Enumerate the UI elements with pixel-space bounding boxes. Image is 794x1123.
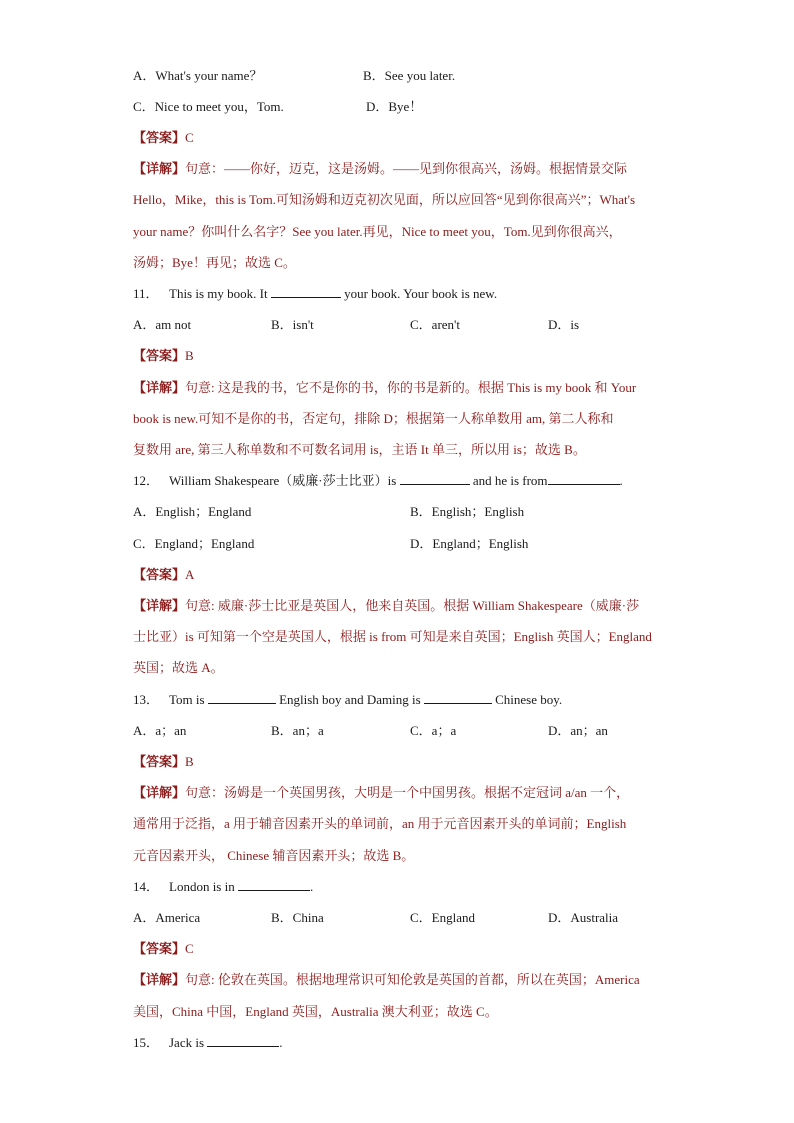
explain-label: 【详解】 xyxy=(133,598,186,613)
answer-value: B xyxy=(185,754,194,769)
stem-text: your book. Your book is new. xyxy=(344,286,498,301)
q12-answer xyxy=(133,566,194,584)
q10-option-d: D．Bye！ xyxy=(366,99,423,114)
stem-text: This is my book. It xyxy=(169,286,268,301)
question-number: 13． xyxy=(133,692,160,707)
q14-option-d: D．Australia xyxy=(548,910,619,925)
q15-stem xyxy=(133,1034,283,1052)
q11-option-b: B．isn't xyxy=(271,317,314,332)
q10-explain-line-3: your name？你叫什么名字？See you later.再见，Nice to meet you，Tom.见到你很高兴， xyxy=(133,224,622,239)
answer-blank xyxy=(548,472,620,485)
q10-explain-line-1 xyxy=(133,160,627,178)
answer-label: 【答案】 xyxy=(133,567,186,582)
q13-option-c: C．a；a xyxy=(410,723,457,738)
q14-option-a: A．America xyxy=(133,910,201,925)
stem-text: Jack is xyxy=(169,1035,205,1050)
answer-label: 【答案】 xyxy=(133,130,186,145)
explain-label: 【详解】 xyxy=(133,161,186,176)
explain-text: 句意：汤姆是一个英国男孩，大明是一个中国男孩。根据不定冠词 a/an 一个， xyxy=(185,785,630,800)
question-number: 12． xyxy=(133,473,160,488)
answer-blank xyxy=(400,472,470,485)
stem-text: English boy and Daming is xyxy=(279,692,421,707)
stem-text: . xyxy=(309,879,314,894)
stem-text: William Shakespeare（威廉·莎士比亚）is xyxy=(169,473,397,488)
explain-label: 【详解】 xyxy=(133,785,186,800)
q14-explain-line-2: 美国，China 中国，England 英国，Australia 澳大利亚；故选 C。 xyxy=(133,1004,498,1019)
q12-option-c: C．England；England xyxy=(133,536,255,551)
explain-label: 【详解】 xyxy=(133,380,186,395)
explain-text: 句意: 威廉·莎士比亚是英国人，他来自英国。根据 William Shakespeare（威廉·莎 xyxy=(185,598,640,613)
q12-explain-line-3: 英国；故选 A。 xyxy=(133,660,224,675)
explain-text: 句意：——你好，迈克，这是汤姆。——见到你很高兴，汤姆。根据情景交际 xyxy=(185,161,628,176)
stem-text: . xyxy=(279,1035,283,1050)
q14-stem xyxy=(133,878,313,896)
q11-explain-line-2: book is new.可知不是你的书，否定句，排除 D；根据第一人称单数用 am, 第二人称和 xyxy=(133,411,614,426)
answer-value: C xyxy=(185,941,194,956)
answer-blank xyxy=(208,691,276,704)
q14-option-b: B．China xyxy=(271,910,324,925)
q12-option-b: B．English；English xyxy=(410,504,525,519)
q11-option-a: A．am not xyxy=(133,317,192,332)
stem-text: London is in xyxy=(169,879,235,894)
stem-text: Chinese boy. xyxy=(495,692,563,707)
explain-label: 【详解】 xyxy=(133,972,186,987)
answer-value: A xyxy=(185,567,195,582)
answer-blank xyxy=(271,285,341,298)
question-number: 11． xyxy=(133,286,159,301)
answer-label: 【答案】 xyxy=(133,754,186,769)
q13-stem xyxy=(133,691,562,709)
q12-option-d: D．England；English xyxy=(410,536,529,551)
q12-explain-line-1 xyxy=(133,597,639,615)
q12-option-a: A．English；England xyxy=(133,504,252,519)
q11-explain-line-1 xyxy=(133,379,636,397)
q13-explain-line-3: 元音因素开头， Chinese 辅音因素开头；故选 B。 xyxy=(133,848,415,863)
answer-value: B xyxy=(185,348,194,363)
answer-blank xyxy=(424,691,492,704)
answer-blank xyxy=(207,1034,279,1047)
explain-text: 句意: 这是我的书，它不是你的书，你的书是新的。根据 This is my book 和 Your xyxy=(185,380,637,395)
q10-explain-line-4: 汤姆；Bye！再见；故选 C。 xyxy=(133,255,296,270)
q11-option-d: D．is xyxy=(548,317,580,332)
q11-option-c: C．aren't xyxy=(410,317,460,332)
q10-answer xyxy=(133,129,194,147)
q13-answer xyxy=(133,753,194,771)
stem-text: and he is from xyxy=(472,473,548,488)
q11-stem xyxy=(133,285,497,303)
q10-option-a: A．What's your name？ xyxy=(133,68,263,83)
q13-explain-line-1 xyxy=(133,784,629,802)
question-number: 14． xyxy=(133,879,160,894)
q11-answer xyxy=(133,347,194,365)
q10-option-c: C．Nice to meet you，Tom. xyxy=(133,99,284,114)
q11-explain-line-3: 复数用 are, 第三人称单数和不可数名词用 is，主语 It 单三，所以用 is；故选 B。 xyxy=(133,442,586,457)
answer-label: 【答案】 xyxy=(133,348,186,363)
question-number: 15． xyxy=(133,1035,160,1050)
q14-option-c: C．England xyxy=(410,910,475,925)
q14-answer xyxy=(133,940,194,958)
explain-text: 句意: 伦敦在英国。根据地理常识可知伦敦是英国的首都，所以在英国；America xyxy=(185,972,640,987)
stem-text: Tom is xyxy=(169,692,205,707)
q14-explain-line-1 xyxy=(133,971,640,989)
q13-option-a: A．a；an xyxy=(133,723,187,738)
q10-explain-line-2: Hello，Mike，this is Tom.可知汤姆和迈克初次见面，所以应回答“见到你很高兴”；What's xyxy=(133,192,636,207)
answer-value: C xyxy=(185,130,194,145)
q13-option-b: B．an；a xyxy=(271,723,324,738)
q13-explain-line-2: 通常用于泛指，a 用于辅音因素开头的单词前，an 用于元音因素开头的单词前；English xyxy=(133,816,627,831)
q10-option-b: B．See you later. xyxy=(363,68,456,83)
answer-blank xyxy=(238,878,310,891)
q12-stem xyxy=(133,472,623,490)
stem-text: . xyxy=(619,473,623,488)
q12-explain-line-2: 士比亚）is 可知第一个空是英国人，根据 is from 可知是来自英国；English 英国人；England xyxy=(133,629,652,644)
answer-label: 【答案】 xyxy=(133,941,186,956)
q13-option-d: D．an；an xyxy=(548,723,608,738)
